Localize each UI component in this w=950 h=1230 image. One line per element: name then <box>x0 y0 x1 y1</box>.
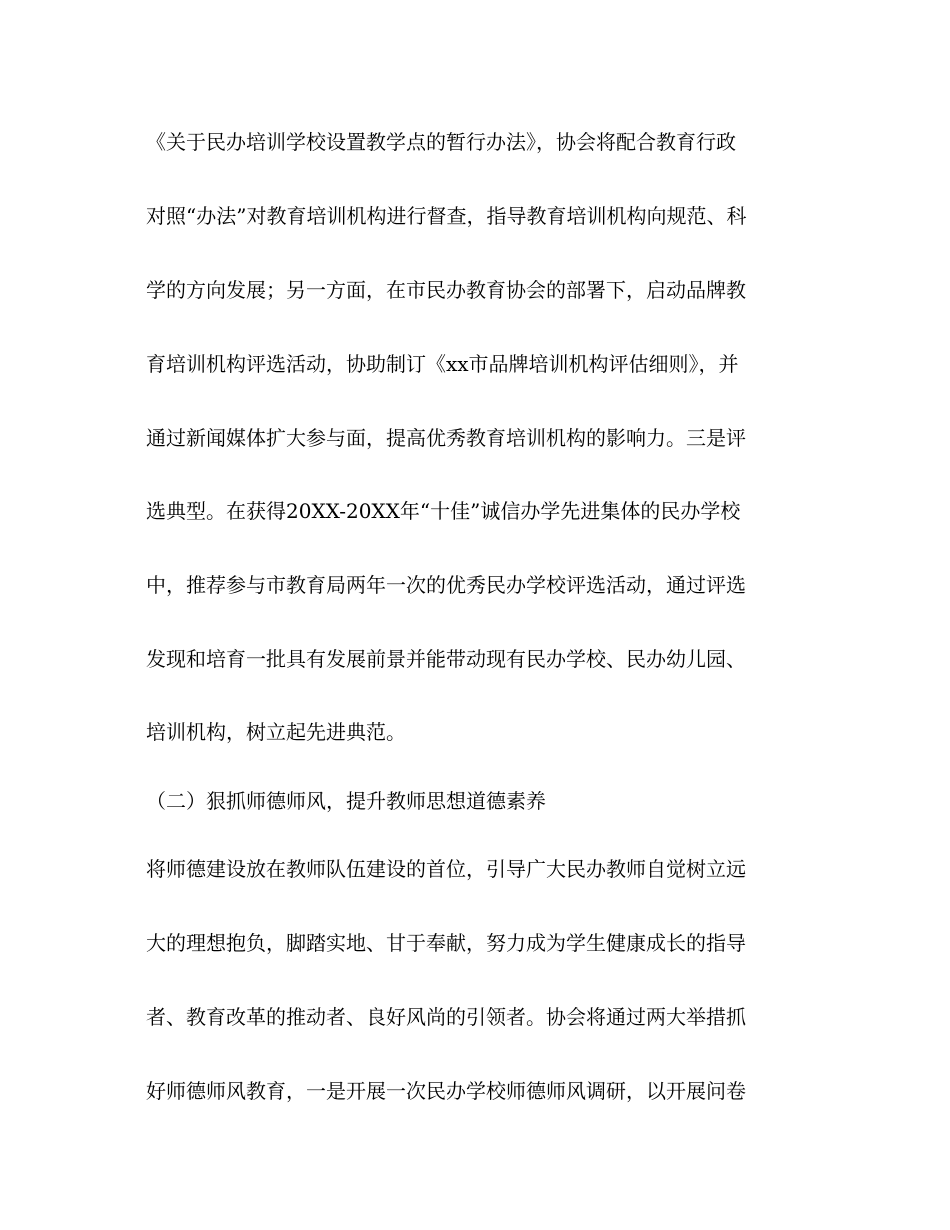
paragraph-line-9: 培训机构，树立起先进典范。 <box>146 720 406 744</box>
paragraph-line-5: 通过新闻媒体扩大参与面，提高优秀教育培训机构的影响力。三是评 <box>146 426 746 450</box>
paragraph-line-6: 选典型。在获得20XX-20XX年“十佳”诚信办学先进集体的民办学校 <box>146 499 741 523</box>
paragraph-line-10: 将师德建设放在教师队伍建设的首位，引导广大民办教师自觉树立远 <box>146 857 746 881</box>
paragraph-line-2: 对照“办法”对教育培训机构进行督查，指导教育培训机构向规范、科 <box>146 204 747 228</box>
paragraph-line-8: 发现和培育一批具有发展前景并能带动现有民办学校、民办幼儿园、 <box>146 647 746 671</box>
paragraph-line-7: 中，推荐参与市教育局两年一次的优秀民办学校评选活动，通过评选 <box>146 573 746 597</box>
paragraph-line-13: 好师德师风教育，一是开展一次民办学校师德师风调研，以开展问卷 <box>146 1079 746 1103</box>
paragraph-line-11: 大的理想抱负，脚踏实地、甘于奉献，努力成为学生健康成长的指导 <box>146 931 746 955</box>
paragraph-line-1: 《关于民办培训学校设置教学点的暂行办法》，协会将配合教育行政 <box>146 130 736 154</box>
paragraph-line-4: 育培训机构评选活动，协助制订《xx市品牌培训机构评估细则》，并 <box>146 352 739 376</box>
section-heading: （二）狠抓师德师风，提升教师思想道德素养 <box>146 789 546 813</box>
paragraph-line-12: 者、教育改革的推动者、良好风尚的引领者。协会将通过两大举措抓 <box>146 1005 746 1029</box>
paragraph-line-3: 学的方向发展；另一方面，在市民办教育协会的部署下，启动品牌教 <box>146 278 746 302</box>
